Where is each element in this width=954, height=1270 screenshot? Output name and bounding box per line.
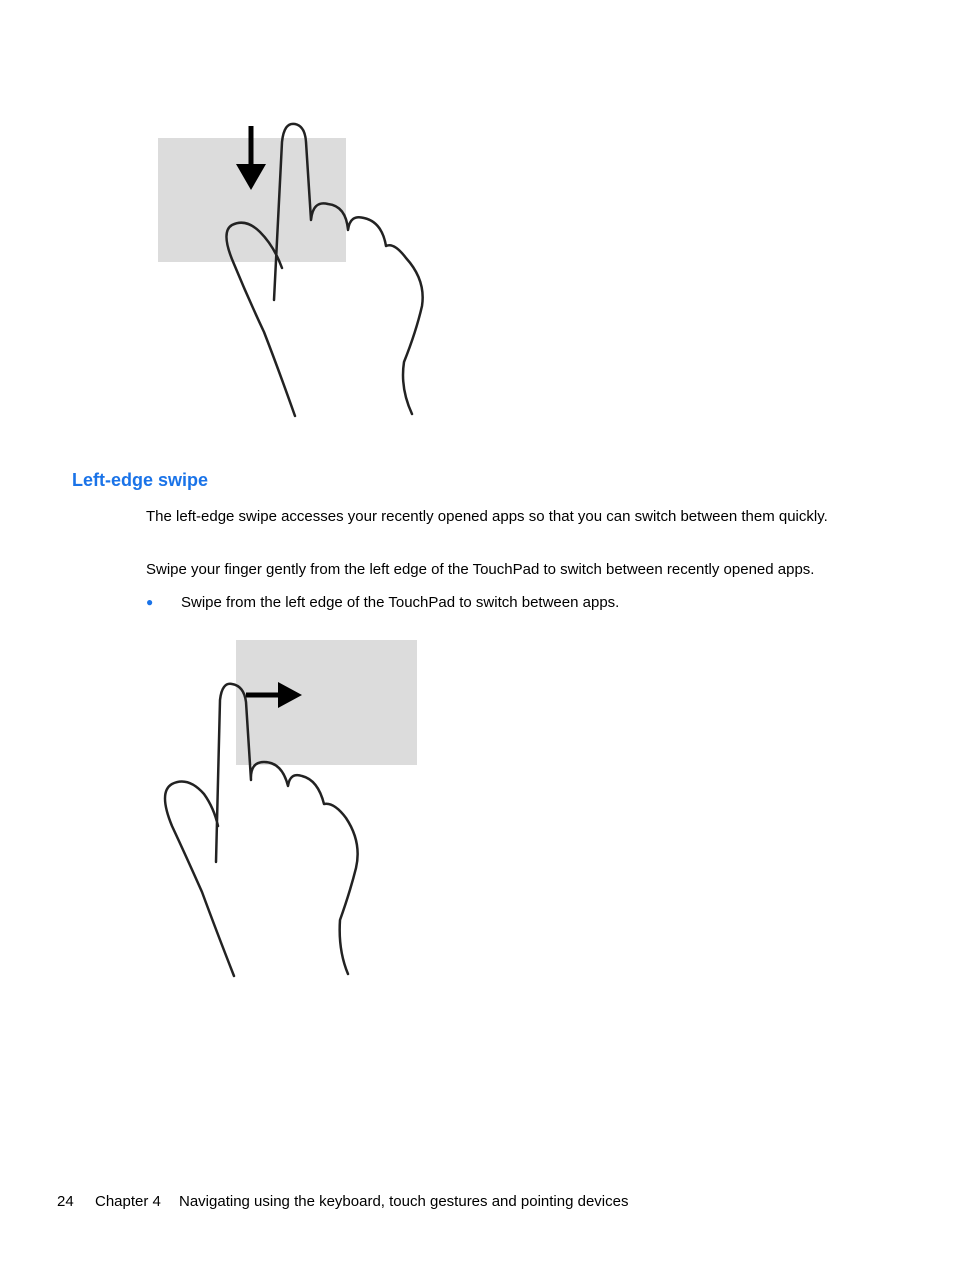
paragraph-instruction: Swipe your finger gently from the left edge of the TouchPad to switch between recently opened apps. bbox=[146, 561, 815, 578]
page-footer bbox=[57, 1193, 628, 1210]
paragraph-description: The left-edge swipe accesses your recently opened apps so that you can switch between them quickly. bbox=[146, 508, 828, 525]
bullet-icon: ● bbox=[146, 595, 154, 609]
swipe-right-gesture-icon bbox=[150, 630, 450, 985]
bullet-text: Swipe from the left edge of the TouchPad to switch between apps. bbox=[181, 594, 620, 611]
footer-chapter: Chapter 4 bbox=[95, 1193, 161, 1210]
footer-chapter-title: Navigating using the keyboard, touch gestures and pointing devices bbox=[179, 1193, 629, 1210]
page-number: 24 bbox=[57, 1193, 74, 1210]
section-heading: Left-edge swipe bbox=[72, 470, 209, 490]
swipe-down-gesture-icon bbox=[150, 118, 450, 423]
left-edge-swipe-illustration bbox=[150, 630, 450, 985]
swipe-down-illustration bbox=[150, 118, 450, 423]
touchpad-area bbox=[236, 640, 417, 765]
